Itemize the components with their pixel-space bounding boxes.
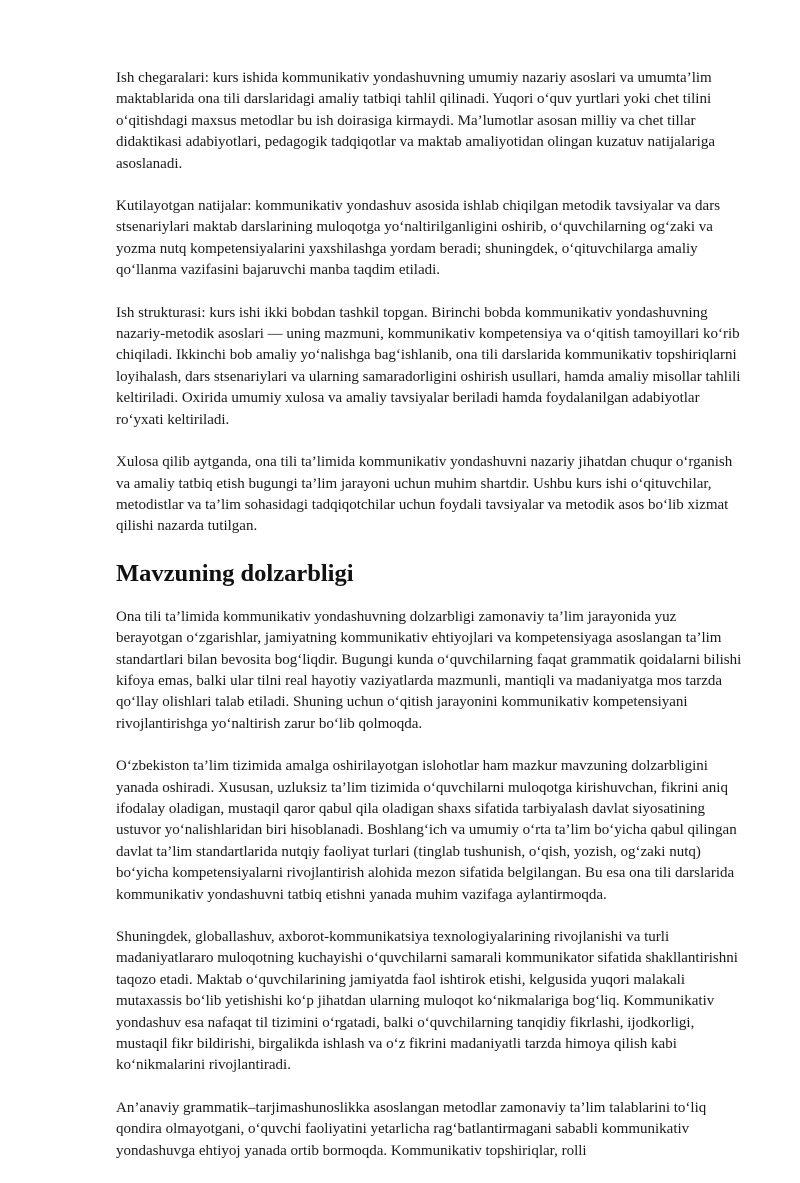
section-heading: Mavzuning dolzarbligi: [116, 559, 354, 587]
paragraph-conclusion: Xulosa qilib aytganda, ona tili ta’limida kommunikativ yondashuvni nazariy jihatdan chuqur o‘rganish va amaliy tatbiq etish bugungi ta’lim jarayoni uchun muhim shartdir. Ushbu kurs ishi o‘qituvchilar, metodistlar va ta’lim sohasidagi tadqiqotchilar uchun foydali tavsiyalar va metodik asos bo‘lib xizmat qilishi nazarda tutilgan.: [116, 454, 733, 535]
paragraph-scope: Ish chegaralari: kurs ishida kommunikativ yondashuvning umumiy nazariy asoslari va umumta’lim maktablarida ona tili darslaridagi amaliy tatbiqi tahlil qilinadi. Yuqori o‘quv yurtlari yoki chet tilini o‘qitishdagi maxsus metodlar bu ish doirasiga kirmaydi. Ma’lumotlar asosan milliy va chet tillar didaktikasi adabiyotlari, pedagogik tadqiqotlar va maktab amaliyotidan olingan kuzatuv natijalariga asoslanadi.: [116, 70, 715, 172]
paragraph-relevance-1: Ona tili ta’limida kommunikativ yondashuvning dolzarbligi zamonaviy ta’lim jarayonida yuz berayotgan o‘zgarishlar, jamiyatning kommunikativ ehtiyojlari va kompetensiyaga asoslangan ta’lim standartlari bilan bevosita bog‘liqdir. Bugungi kunda o‘quvchilarning faqat grammatik qoidalarni bilishi kifoya emas, balki ular tilni real hayotiy vaziyatlarda mazmunli, mantiqli va madaniyatga mos tarzda qo‘llay olishlari talab etiladi. Shuning uchun o‘qitish jarayonini kommunikativ kompetensiyani rivojlantirishga yo‘naltirish zarur bo‘lib qolmoqda.: [116, 608, 742, 732]
paragraph-relevance-3: Shuningdek, globallashuv, axborot-kommunikatsiya texnologiyalarining rivojlanishi va turli madaniyatlararo muloqotning kuchayishi o‘quvchilarni samarali kommunikator sifatida shakllantirishni taqozo etadi. Maktab o‘quvchilarining jamiyatda faol ishtirok etishi, kelgusida yuqori malakali mutaxassis bo‘lib yetishishi ko‘p jihatdan ularning muloqot ko‘nikmalariga bog‘liq. Kommunikativ yondashuv esa nafaqat til tizimini o‘rgatadi, balki o‘quvchilarning tanqidiy fikrlashi, ijodkorligi, mustaqil fikr bildirishi, birgalikda ishlash va o‘z fikrini madaniyatli tarzda himoya qilish kabi ko‘nikmalarini rivojlantiradi.: [116, 929, 738, 1074]
paragraph-relevance-4: An’anaviy grammatik–tarjimashunoslikka asoslangan metodlar zamonaviy ta’lim talablarini to‘liq qondira olmayotgani, o‘quvchi faoliyatini yetarlicha rag‘batlantirmagani sababli kommunikativ yondashuvga ehtiyoj yanada ortib bormoqda. Kommunikativ topshiriqlar, rolli: [116, 1099, 707, 1159]
document-body: [116, 68, 746, 1183]
paragraph-structure: Ish strukturasi: kurs ishi ikki bobdan tashkil topgan. Birinchi bobda kommunikativ yondashuvning nazariy-metodik asoslari — uning mazmuni, kommunikativ kompetensiya va o‘qitish tamoyillari ko‘rib chiqiladi. Ikkinchi bob amaliy yo‘nalishga bag‘ishlanib, ona tili darslarida kommunikativ topshiriqlarni loyihalash, dars stsenariylari va ularning samaradorligini oshirish usullari, hamda amaliy misollar tahlili keltiriladi. Oxirida umumiy xulosa va amaliy tavsiyalar beriladi hamda foydalanilgan adabiyotlar ro‘yxati keltiriladi.: [116, 304, 741, 428]
paragraph-relevance-2: O‘zbekiston ta’lim tizimida amalga oshirilayotgan islohotlar ham mazkur mavzuning dolzarbligini yanada oshiradi. Xususan, uzluksiz ta’lim tizimida o‘quvchilarni muloqotga kirishuvchan, fikrini aniq ifodalay oladigan, mustaqil qaror qabul qila oladigan shaxs sifatida tarbiyalash davlat siyosatining ustuvor yo‘nalishlaridan biri hisoblanadi. Boshlang‘ich va umumiy o‘rta ta’lim bo‘yicha qabul qilingan davlat ta’lim standartlarida nutqiy faoliyat turlari (tinglab tushunish, o‘qish, yozish, og‘zaki nutq) bo‘yicha kompetensiyalarni rivojlantirish alohida mezon sifatida belgilangan. Bu esa ona tili darslarida kommunikativ yondashuvni tatbiq etishni yanada muhim vazifaga aylantirmoqda.: [116, 758, 737, 903]
paragraph-expected-results: Kutilayotgan natijalar: kommunikativ yondashuv asosida ishlab chiqilgan metodik tavsiyalar va dars stsenariylari maktab darslarining muloqotga yo‘naltirilganligini oshirib, o‘quvchilarning og‘zaki va yozma nutq kompetensiyalarini yaxshilashga yordam beradi; shuningdek, o‘qituvchilarga amaliy qo‘llanma vazifasini bajaruvchi manba taqdim etiladi.: [116, 198, 721, 279]
